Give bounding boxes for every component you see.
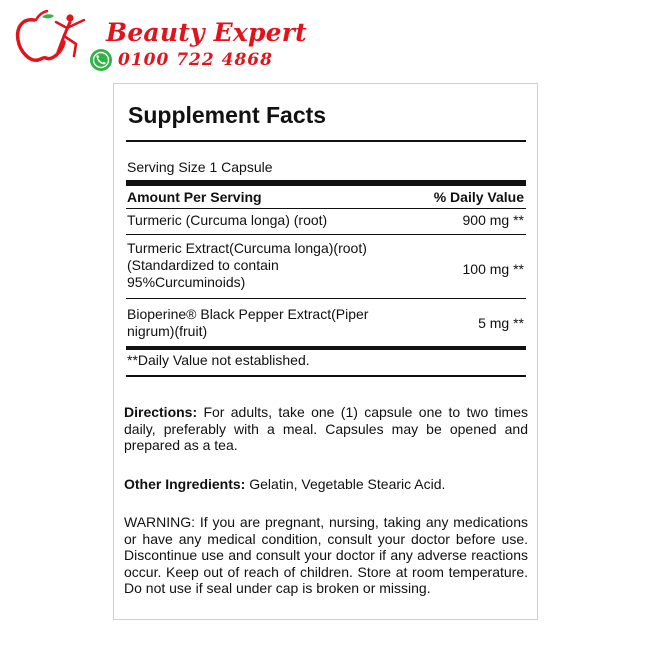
amount-header: Amount Per Serving [127,189,262,205]
divider [126,140,526,142]
ingredient-amount: 900 mg ** [462,212,524,228]
other-ingredients [124,476,528,493]
ingredient-name-line: 95%Curcuminoids) [127,274,246,290]
ingredient-name-line: nigrum)(fruit) [127,323,208,339]
divider [126,234,526,235]
ingredient-name: Bioperine® Black Pepper Extract(Piper [127,306,369,322]
label-title: Supplement Facts [128,102,327,128]
brand-name: Beauty Expert [106,18,307,47]
daily-value-header: % Daily Value [433,189,524,205]
footnote: **Daily Value not established. [127,352,310,368]
warning-text: WARNING: If you are pregnant, nursing, taking any medications or have any medical condition, consult your doctor before use. Discontinue use and consult your doctor if any adverse reactions occur. Keep out of reach of children. Store at room temperature. Do not use if seal under cap is broken or missing. [124,514,528,596]
ingredient-amount: 100 mg ** [462,261,524,277]
brand-logo [12,8,307,70]
ingredient-name: Turmeric Extract(Curcuma longa)(root) [127,240,367,256]
divider-thick [126,346,526,350]
serving-size: Serving Size 1 Capsule [127,159,273,175]
other-ingredients-label: Other Ingredients: [124,476,246,492]
divider [126,298,526,299]
divider [126,375,526,377]
directions-label: Directions: [124,404,198,420]
ingredient-name-line: (Standardized to contain [127,257,279,273]
phone-row [90,48,273,72]
whatsapp-icon [90,49,112,71]
other-ingredients-text: Gelatin, Vegetable Stearic Acid. [249,476,446,492]
directions-text: For adults, take one (1) capsule one to two times daily, preferably with a meal. Capsules may be opened and prepared as a tea. [124,404,529,453]
divider-thick [126,180,526,186]
ingredient-amount: 5 mg ** [478,315,524,331]
apple-logo-icon [12,8,92,68]
phone-number: 0100 722 4868 [118,50,273,70]
supplement-label [113,83,538,620]
ingredient-name: Turmeric (Curcuma longa) (root) [127,212,328,228]
divider [126,208,526,209]
directions [124,404,528,454]
